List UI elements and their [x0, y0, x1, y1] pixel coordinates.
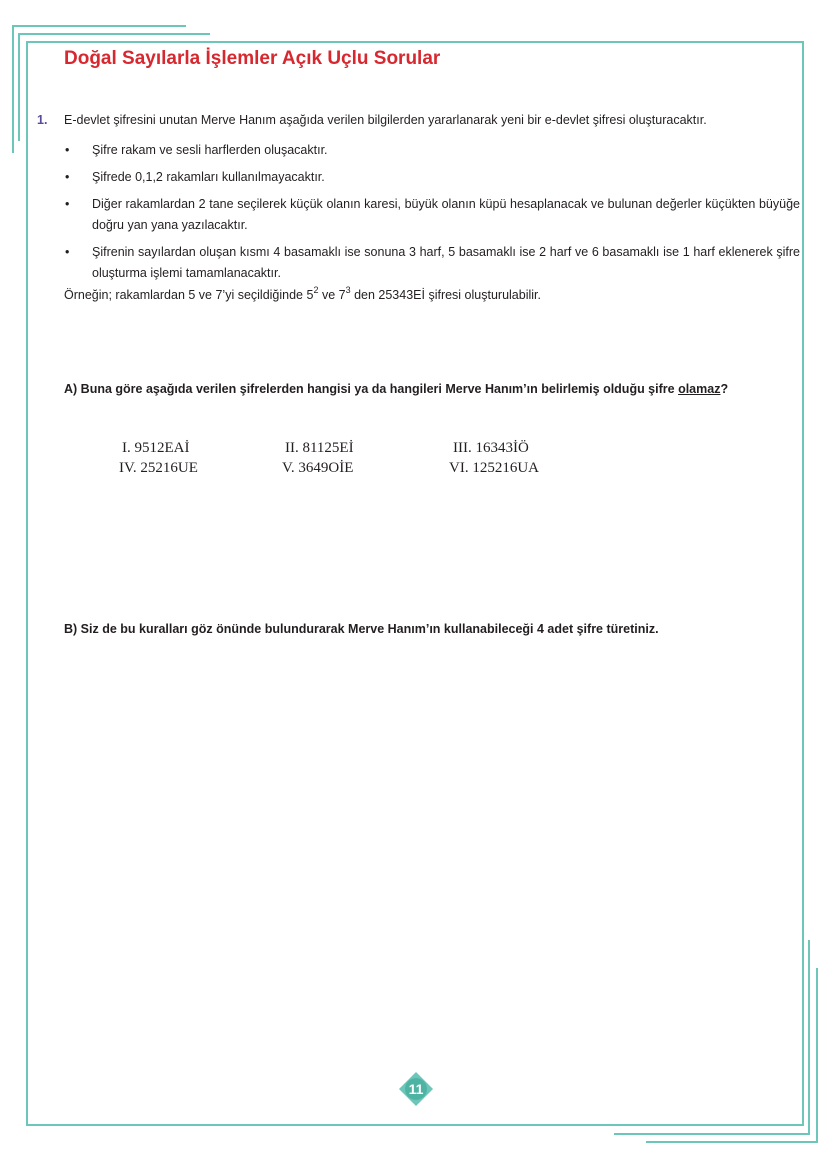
- option-6: VI. 125216UA: [449, 460, 539, 476]
- option-4: IV. 25216UE: [119, 460, 198, 476]
- bullet-icon: •: [65, 197, 70, 211]
- frame-top-inner: [18, 33, 210, 35]
- frame-left-outer: [12, 25, 14, 153]
- part-a-question: [64, 379, 788, 400]
- frame-left: [26, 41, 28, 1126]
- frame-right: [802, 41, 804, 1126]
- frame-top-outer: [12, 25, 186, 27]
- rules-list: [64, 140, 800, 284]
- frame-right-inner: [808, 940, 810, 1135]
- bullet-icon: •: [65, 245, 70, 259]
- part-a-end: ?: [720, 382, 729, 396]
- example-part1: Örneğin; rakamlardan 5 ve 7’yi seçildiğinde 5: [64, 288, 314, 302]
- frame-top: [26, 41, 804, 43]
- example-part2: ve 7: [318, 288, 346, 302]
- exponent-2: 2: [313, 285, 319, 295]
- question-number: 1.: [37, 113, 48, 127]
- page-title: Doğal Sayılarla İşlemler Açık Uçlu Sorular: [64, 48, 441, 69]
- rule-item: [64, 242, 800, 284]
- example-text: [64, 286, 800, 304]
- bullet-icon: •: [65, 170, 70, 184]
- exponent-3: 3: [345, 285, 351, 295]
- option-5: V. 3649OİE: [282, 460, 354, 476]
- page-number: 11: [408, 1081, 424, 1097]
- rule-text: Şifrenin sayılardan oluşan kısmı 4 basamaklı ise sonuna 3 harf, 5 basamaklı ise 2 harf ve 6 basamaklı ise 1 harf eklenerek şifre oluşturma işlemi tamamlanacaktır.: [92, 245, 800, 280]
- option-3: III. 16343İÖ: [453, 440, 529, 456]
- part-b-question: B) Siz de bu kuralları göz önünde bulundurarak Merve Hanım’ın kullanabileceği 4 adet şifre türetiniz.: [64, 622, 659, 636]
- rule-item: [64, 194, 800, 236]
- rule-text: Şifrede 0,1,2 rakamları kullanılmayacaktır.: [92, 170, 325, 184]
- rule-item: [64, 167, 800, 188]
- frame-bottom-inner: [614, 1133, 810, 1135]
- question-intro: E-devlet şifresini unutan Merve Hanım aşağıda verilen bilgilerden yararlanarak yeni bir e-devlet şifresi oluşturacaktır.: [64, 113, 707, 127]
- frame-left-inner: [18, 33, 20, 141]
- bullet-icon: •: [65, 143, 70, 157]
- frame-right-outer: [816, 968, 818, 1143]
- part-a-underlined: olamaz: [678, 382, 721, 396]
- option-1: I. 9512EAİ: [122, 440, 190, 456]
- example-part3: den 25343Eİ şifresi oluşturulabilir.: [350, 288, 541, 302]
- rule-text: Diğer rakamlardan 2 tane seçilerek küçük olanın karesi, büyük olanın küpü hesaplanacak ve bulunan değerler küçükten büyüğe doğru yan yana yazılacaktır.: [92, 197, 800, 232]
- frame-bottom-outer: [646, 1141, 818, 1143]
- rule-text: Şifre rakam ve sesli harflerden oluşacaktır.: [92, 143, 328, 157]
- rule-item: [64, 140, 800, 161]
- part-a-text: A) Buna göre aşağıda verilen şifrelerden hangisi ya da hangileri Merve Hanım’ın belirlemiş olduğu şifre: [64, 382, 679, 396]
- frame-bottom: [26, 1124, 804, 1126]
- option-2: II. 81125Eİ: [285, 440, 354, 456]
